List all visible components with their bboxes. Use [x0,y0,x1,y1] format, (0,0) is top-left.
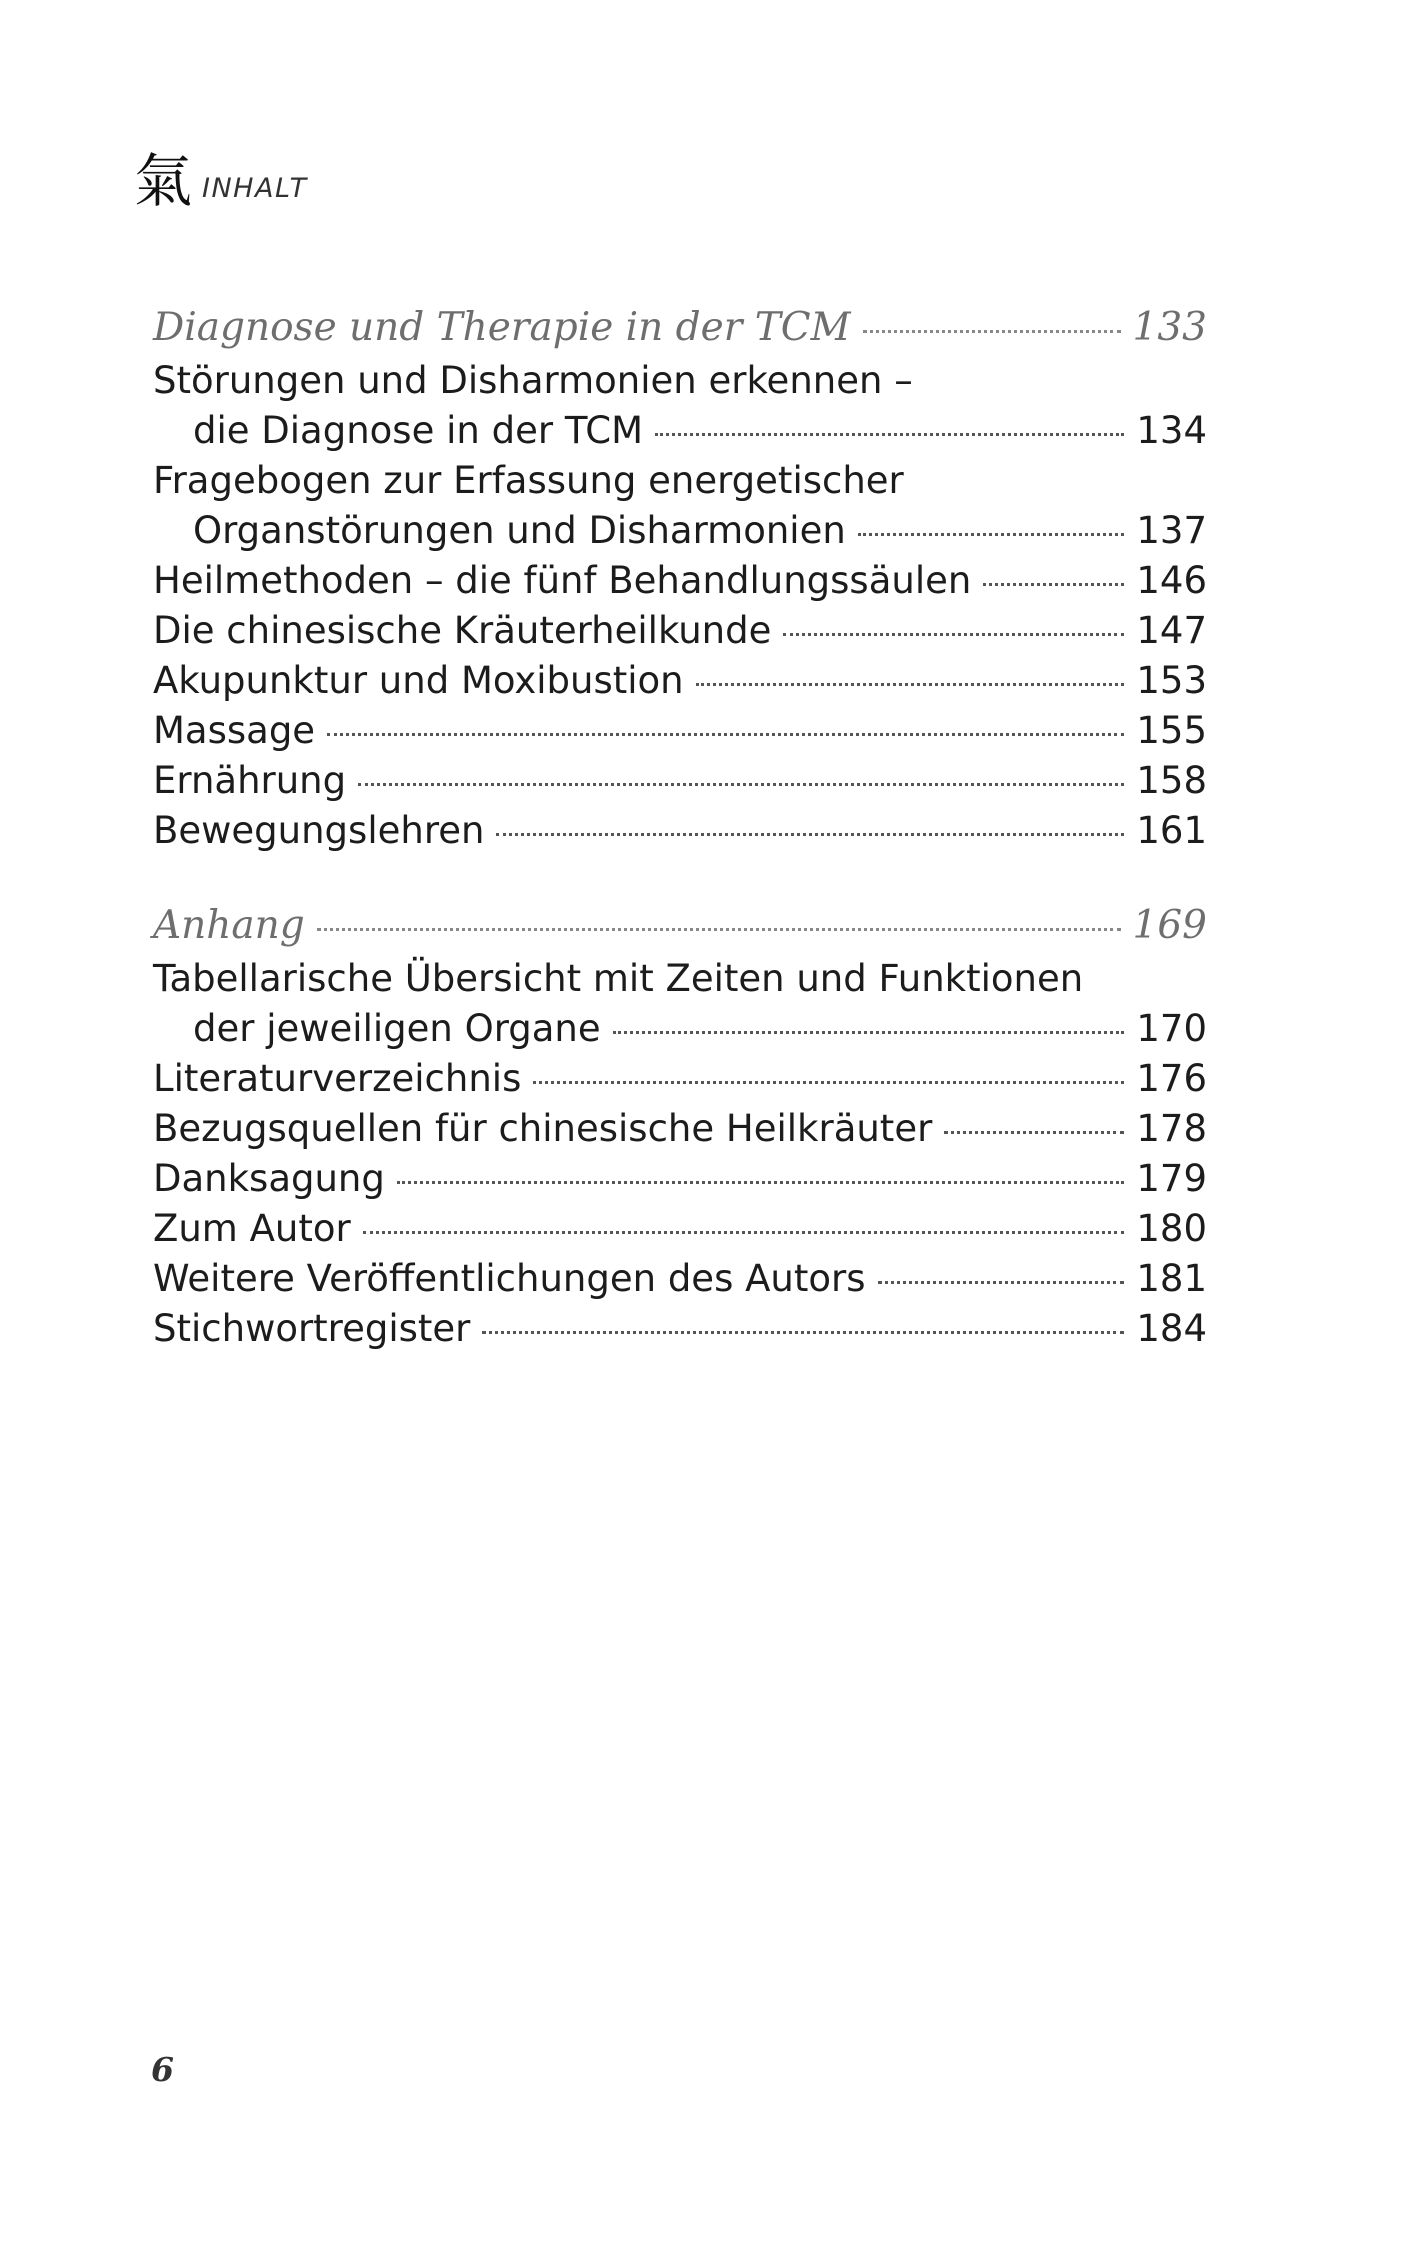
toc-entry-title: Massage [153,709,316,752]
toc-entry-page: 178 [1136,1107,1207,1150]
toc-entry-title: Die chinesische Kräuterheilkunde [153,609,772,652]
toc-entry[interactable] [153,1304,1207,1354]
toc-entry[interactable] [153,506,1207,556]
dot-leader [655,433,1124,436]
section-heading[interactable] [153,898,1207,954]
dot-leader [482,1331,1124,1334]
dot-leader [363,1231,1125,1234]
toc-entry[interactable] [153,656,1207,706]
toc-entry-page: 181 [1136,1257,1207,1300]
toc-entry-title: der jeweiligen Organe [193,1007,601,1050]
dot-leader [944,1131,1124,1134]
toc-entry-title: Heilmethoden – die fünf Behandlungssäulen [153,559,972,602]
toc-entry[interactable] [153,556,1207,606]
toc-section [153,300,1207,856]
toc-entry-page: 179 [1136,1157,1207,1200]
dot-leader [533,1081,1124,1084]
qi-character-icon: 氣 [134,147,193,215]
dot-leader [358,783,1124,786]
toc-entry[interactable] [153,1154,1207,1204]
toc-entry[interactable] [153,806,1207,856]
toc-section [153,898,1207,1354]
dot-leader [397,1181,1125,1184]
toc-entry-title: Literaturverzeichnis [153,1057,522,1100]
running-header [134,147,308,215]
toc-entry-title: Tabellarische Übersicht mit Zeiten und Funktionen [153,957,1084,1000]
toc-entry[interactable] [153,606,1207,656]
toc-entry-page: 176 [1136,1057,1207,1100]
toc-entry[interactable] [153,406,1207,456]
section-heading[interactable] [153,300,1207,356]
toc-entry[interactable] [153,356,1207,406]
toc-entry-page: 170 [1136,1007,1207,1050]
dot-leader [858,533,1125,536]
dot-leader [783,633,1124,636]
toc-entry-title: Fragebogen zur Erfassung energetischer [153,459,904,502]
toc-entry-title: Bewegungslehren [153,809,485,852]
toc-entry-title: Akupunktur und Moxibustion [153,659,684,702]
section-heading-page: 133 [1132,305,1207,350]
dot-leader [863,330,1121,333]
header-label: INHALT [202,173,308,204]
toc-entry[interactable] [153,756,1207,806]
toc-entry-page: 134 [1136,409,1207,452]
section-heading-title: Diagnose und Therapie in der TCM [153,305,851,350]
dot-leader [983,583,1124,586]
toc-entry[interactable] [153,1054,1207,1104]
toc-entry-title: Danksagung [153,1157,385,1200]
toc-entry-title: Organstörungen und Disharmonien [193,509,846,552]
toc-entry[interactable] [153,706,1207,756]
dot-leader [613,1031,1125,1034]
toc-entry-page: 155 [1136,709,1207,752]
section-heading-title: Anhang [153,903,305,948]
toc-entry[interactable] [153,1004,1207,1054]
toc-entry-page: 137 [1136,509,1207,552]
section-heading-page: 169 [1132,903,1207,948]
toc-entry-title: Zum Autor [153,1207,351,1250]
dot-leader [878,1281,1125,1284]
dot-leader [496,833,1124,836]
toc-entry-title: Störungen und Disharmonien erkennen – [153,359,913,402]
dot-leader [317,928,1121,931]
toc-entry-page: 180 [1136,1207,1207,1250]
dot-leader [696,683,1125,686]
toc-entry-page: 184 [1136,1307,1207,1350]
toc-entry[interactable] [153,1104,1207,1154]
toc-entry-title: die Diagnose in der TCM [193,409,644,452]
toc-entry[interactable] [153,954,1207,1004]
toc-entry-title: Ernährung [153,759,347,802]
table-of-contents [153,300,1207,1396]
toc-entry-page: 147 [1136,609,1207,652]
toc-entry[interactable] [153,1254,1207,1304]
toc-entry-page: 161 [1136,809,1207,852]
toc-entry[interactable] [153,456,1207,506]
toc-entry-title: Stichwortregister [153,1307,471,1350]
toc-entry[interactable] [153,1204,1207,1254]
toc-entry-title: Weitere Veröffentlichungen des Autors [153,1257,866,1300]
toc-entry-page: 153 [1136,659,1207,702]
toc-entry-page: 158 [1136,759,1207,802]
toc-entry-title: Bezugsquellen für chinesische Heilkräuter [153,1107,933,1150]
toc-entry-page: 146 [1136,559,1207,602]
page-number: 6 [151,2050,174,2089]
dot-leader [327,733,1124,736]
